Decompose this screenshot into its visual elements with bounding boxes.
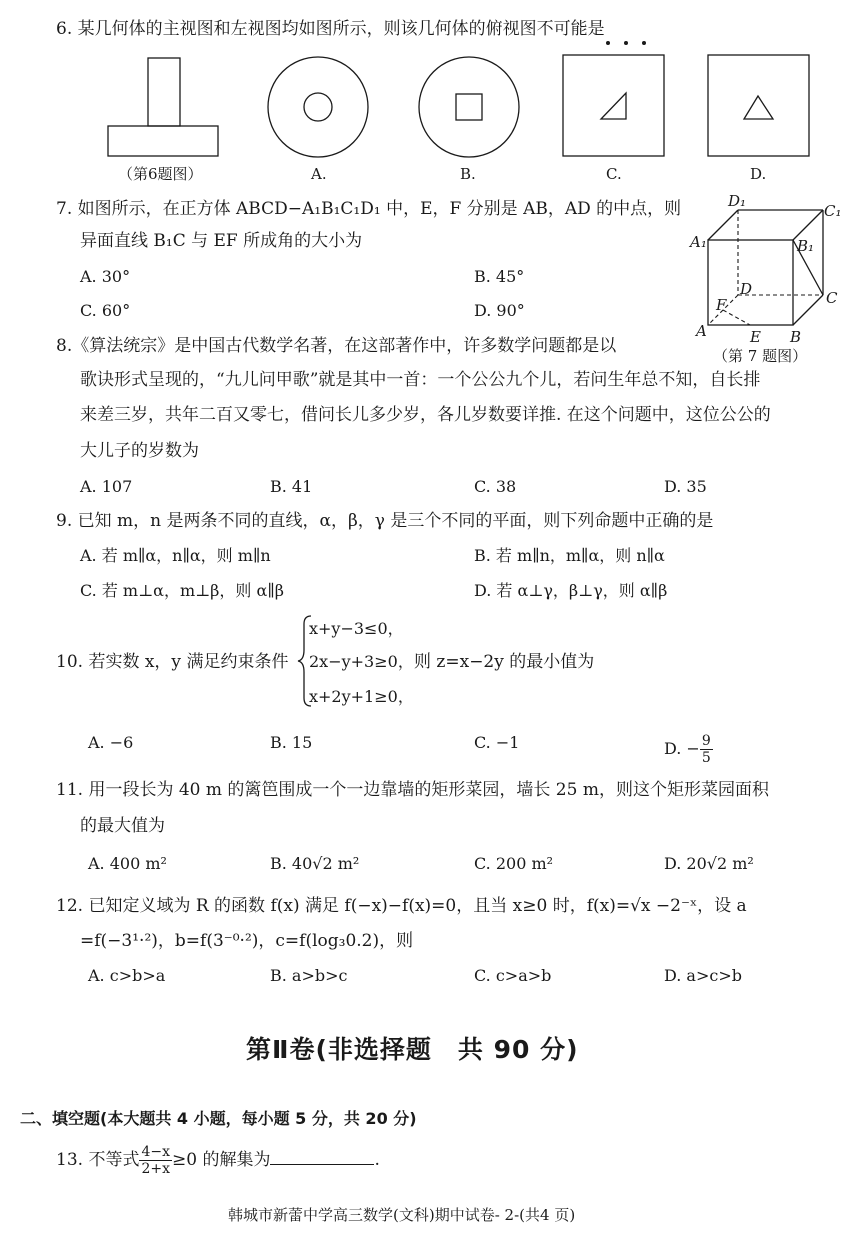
vertex-e: E	[750, 328, 761, 346]
q8-line-1: 8.《算法统宗》是中国古代数学名著，在这部著作中，许多数学问题都是以	[56, 336, 617, 356]
vertex-b: B	[790, 328, 802, 346]
q10-stem-pre: 10. 若实数 x，y 满足约束条件	[56, 652, 289, 672]
q9-option-d: D. 若 α⊥γ，β⊥γ，则 α∥β	[474, 581, 668, 600]
vertex-b1: B₁	[797, 237, 815, 255]
q8-line-3: 来差三岁，共年二百又零七，借问长儿多少岁，各儿岁数要详推. 在这个问题中，这位公公的	[80, 405, 771, 425]
q12-option-b: B. a>b>c	[270, 966, 348, 985]
q10-option-d-fraction: $\frac{9}{5}$	[701, 733, 711, 766]
q12-option-d: D. a>c>b	[664, 966, 742, 985]
q10-constraint-3: x+2y+1≥0，	[309, 687, 414, 706]
q7-line-1: 7. 如图所示，在正方体 ABCD−A₁B₁C₁D₁ 中，E，F 分别是 AB，AD 的中点，则	[56, 199, 682, 219]
q11-option-b: B. 40√2 m²	[270, 854, 360, 873]
vertex-d: D	[740, 280, 753, 298]
q6-label-c: C.	[606, 165, 622, 183]
q8-option-b: B. 41	[270, 477, 313, 496]
q12-line-1: 12. 已知定义域为 R 的函数 f(x) 满足 f(−x)−f(x)=0，且当 x≥0 时，f(x)=√x −2⁻ˣ，设 a	[56, 896, 747, 916]
q7-line-2: 异面直线 B₁C 与 EF 所成角的大小为	[80, 231, 363, 251]
q11-option-d: D. 20√2 m²	[664, 854, 754, 873]
q8-line-4: 大儿子的岁数为	[80, 441, 199, 461]
vertex-a: A	[696, 322, 707, 340]
q6-figure-caption: （第6题图）	[118, 165, 203, 183]
q10-stem-post: 则 z=x−2y 的最小值为	[414, 652, 595, 672]
q8-option-c: C. 38	[474, 477, 517, 496]
vertex-f: F	[716, 296, 727, 314]
q7-figure-caption: （第 7 题图）	[713, 347, 808, 365]
q8-line-2: 歌诀形式呈现的，“九儿问甲歌”就是其中一首：一个公公九个儿，若问生年总不知，自长排	[80, 370, 761, 390]
q11-option-a: A. 400 m²	[88, 854, 167, 873]
q10-constraint-1: x+y−3≤0，	[309, 619, 404, 638]
q6-label-d: D.	[750, 165, 767, 183]
q10-option-c: C. −1	[474, 733, 520, 752]
q11-option-c: C. 200 m²	[474, 854, 554, 873]
q9-option-c: C. 若 m⊥α，m⊥β，则 α∥β	[80, 581, 284, 600]
q6-stem: 6. 某几何体的主视图和左视图均如图所示，则该几何体的俯视图不可能是	[56, 19, 605, 39]
q10-option-a: A. −6	[88, 733, 134, 752]
q7-option-a: A. 30°	[80, 267, 131, 286]
q9-stem: 9. 已知 m，n 是两条不同的直线，α，β，γ 是三个不同的平面，则下列命题中正确的是	[56, 511, 714, 531]
q12-option-c: C. c>a>b	[474, 966, 552, 985]
page-footer: 韩城市新蕾中学高三数学(文科)期中试卷- 2-(共4 页)	[228, 1206, 576, 1224]
q6-emphasis: 不可能	[536, 19, 588, 39]
q7-option-c: C. 60°	[80, 301, 131, 320]
vertex-c1: C₁	[824, 202, 842, 220]
vertex-a1: A₁	[690, 233, 707, 251]
q10-option-d: D. − $\frac{9}{5}$	[664, 733, 711, 766]
vertex-d1: D₁	[728, 192, 747, 210]
q13-fraction: $\frac{4-x}{2+x}$	[141, 1144, 170, 1177]
q13-answer-blank	[270, 1148, 374, 1165]
q7-option-d: D. 90°	[474, 301, 525, 320]
vertex-c: C	[826, 289, 838, 307]
q7-option-b: B. 45°	[474, 267, 525, 286]
q8-option-d: D. 35	[664, 477, 707, 496]
part-2-title: 第Ⅱ卷(非选择题 共 90 分)	[246, 1035, 579, 1064]
q10-constraint-2: 2x−y+3≥0，	[309, 652, 414, 671]
q9-option-b: B. 若 m∥n，m∥α，则 n∥α	[474, 546, 665, 565]
q10-option-b: B. 15	[270, 733, 313, 752]
q13-stem: 13. 不等式 $\frac{4-x}{2+x}$ ≥0 的解集为 .	[56, 1144, 380, 1177]
q6-label-a: A.	[311, 165, 327, 183]
q9-option-a: A. 若 m∥α，n∥α，则 m∥n	[80, 546, 271, 565]
q8-option-a: A. 107	[80, 477, 133, 496]
q6-label-b: B.	[460, 165, 476, 183]
fill-in-heading: 二、填空题(本大题共 4 小题，每小题 5 分，共 20 分)	[20, 1109, 417, 1128]
q11-line-1: 11. 用一段长为 40 m 的篱笆围成一个一边靠墙的矩形菜园，墙长 25 m，则这个矩形菜园面积	[56, 780, 769, 800]
q12-line-2: =f(−3¹·²)，b=f(3⁻⁰·²)，c=f(log₃0.2)，则	[80, 931, 414, 951]
q11-line-2: 的最大值为	[80, 816, 165, 836]
q12-option-a: A. c>b>a	[88, 966, 166, 985]
